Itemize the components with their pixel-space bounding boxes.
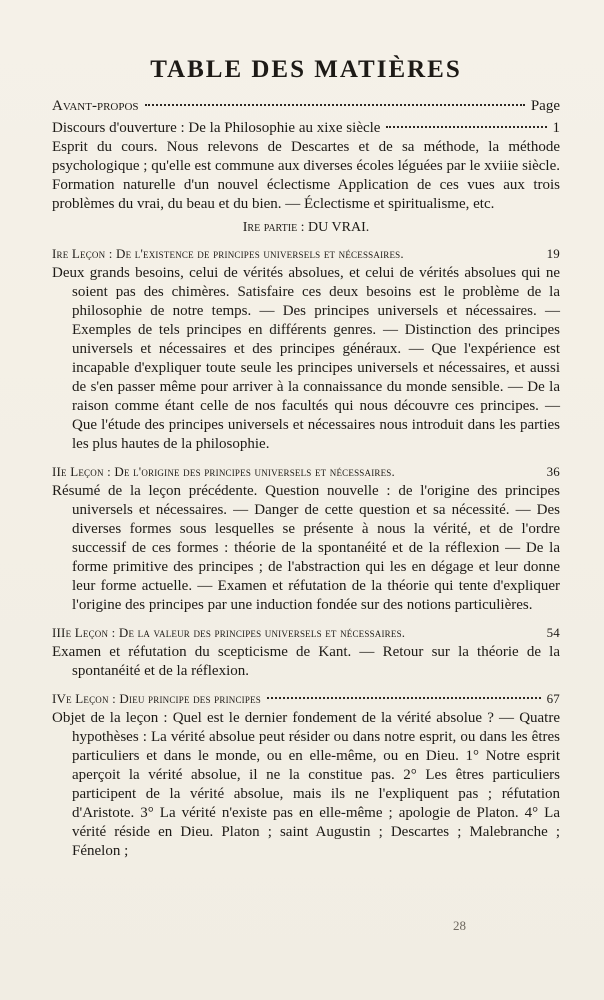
toc-entry-discours bbox=[52, 118, 560, 138]
lesson-label: Ire Leçon : De l'existence de principes universels et nécessaires. bbox=[52, 246, 404, 261]
toc-entry-label: Discours d'ouverture : De la Philosophie au xixe siècle bbox=[52, 120, 381, 136]
lesson-summary: Examen et réfutation du scepticisme de Kant. — Retour sur la théorie de la spontanéité et de la réflexion. bbox=[52, 644, 560, 679]
lesson-2 bbox=[52, 462, 560, 615]
lesson-heading bbox=[52, 244, 560, 264]
lesson-summary: Objet de la leçon : Quel est le dernier fondement de la vérité absolue ? — Quatre hypothèses : La vérité absolue peut résider ou dans notre esprit, ou dans les êtres particuliers et dans le monde, ou en elle-même, ou en Dieu. 1° Notre esprit aperçoit la vérité absolue, il ne la constitue pas. 2° Les êtres particuliers participent de la vérité absolue, mais ils ne l'expliquent pas ; réfutation d'Aristote. 3° La vérité n'existe pas en elle-même ; apologie de Platon. 4° La vérité réside en Dieu. Platon ; saint Augustin ; Descartes ; Malebranche ; Fénelon ; bbox=[52, 710, 560, 859]
lesson-summary: Deux grands besoins, celui de vérités absolues, et celui de vérités absolues qui ne soient pas des chimères. Satisfaire ces deux besoins est le problème de la philosophie de notre temps. — Des principes universels et nécessaires. — Exemples de tels principes en différents genres. — Distinction des principes universels et nécessaires et des principes généraux. — Que l'expérience est incapable d'expliquer toute seule les principes universels et nécessaires, et aussi de s'en passer même pour arriver à la connaissance du monde sensible. — De la raison comme étant celle de nos facultés qui nous découvre ces principes. — Que l'étude des principes universels et nécessaires nous introduit dans les parties les plus hautes de la philosophie. bbox=[52, 265, 560, 452]
toc-entry-page: Page bbox=[530, 98, 560, 114]
lesson-4 bbox=[52, 689, 560, 861]
toc-entry-label: Avant-propos bbox=[52, 98, 139, 114]
page-number: 28 bbox=[453, 918, 466, 933]
lesson-page: 67 bbox=[546, 691, 560, 706]
toc-entry-page: 1 bbox=[552, 120, 560, 136]
lesson-label: IIIe Leçon : De la valeur des principes universels et nécessaires. bbox=[52, 625, 406, 640]
lesson-heading bbox=[52, 462, 560, 482]
lesson-label: IVe Leçon : Dieu principe des principes bbox=[52, 691, 261, 706]
lesson-summary: Résumé de la leçon précédente. Question nouvelle : de l'origine des principes universels et nécessaires. — Danger de cette question et sa nécessité. — Des diverses formes sous lesquelles se présente à nous la vérité, et de l'ordre successif de ces formes : théorie de la spontanéité et de la réflexion — De la forme primitive des principes ; de l'abstraction qui les en dégage et leur donne leur forme actuelle. — Examen et réfutation de la théorie qui tente d'expliquer l'origine des principes par une induction fondée sur des notions particulières. bbox=[52, 483, 560, 613]
lesson-heading bbox=[52, 689, 560, 709]
page-title: TABLE DES MATIÈRES bbox=[150, 56, 462, 83]
dot-leader bbox=[145, 104, 525, 106]
lesson-page: 54 bbox=[546, 625, 560, 640]
lesson-heading bbox=[52, 623, 560, 643]
lesson-label: IIe Leçon : De l'origine des principes universels et nécessaires. bbox=[52, 464, 395, 479]
toc-entry-avant-propos bbox=[52, 96, 560, 116]
toc-entry-summary: Esprit du cours. Nous relevons de Descartes et de sa méthode, la méthode psychologique ; qu'elle est commune aux diverses écoles léguées par le xviiie siècle. Formation naturelle d'un nouvel éclectisme Application de ces vues aux trois problèmes du vrai, du beau et du bien. — Éclectisme et spiritualisme, etc. bbox=[52, 139, 560, 212]
lesson-1 bbox=[52, 244, 560, 454]
part-heading: Ire partie : DU VRAI. bbox=[242, 220, 370, 235]
lesson-3 bbox=[52, 623, 560, 681]
lesson-page: 19 bbox=[546, 246, 560, 261]
lesson-page: 36 bbox=[546, 464, 560, 479]
dot-leader bbox=[386, 126, 546, 128]
dot-leader bbox=[267, 697, 541, 699]
